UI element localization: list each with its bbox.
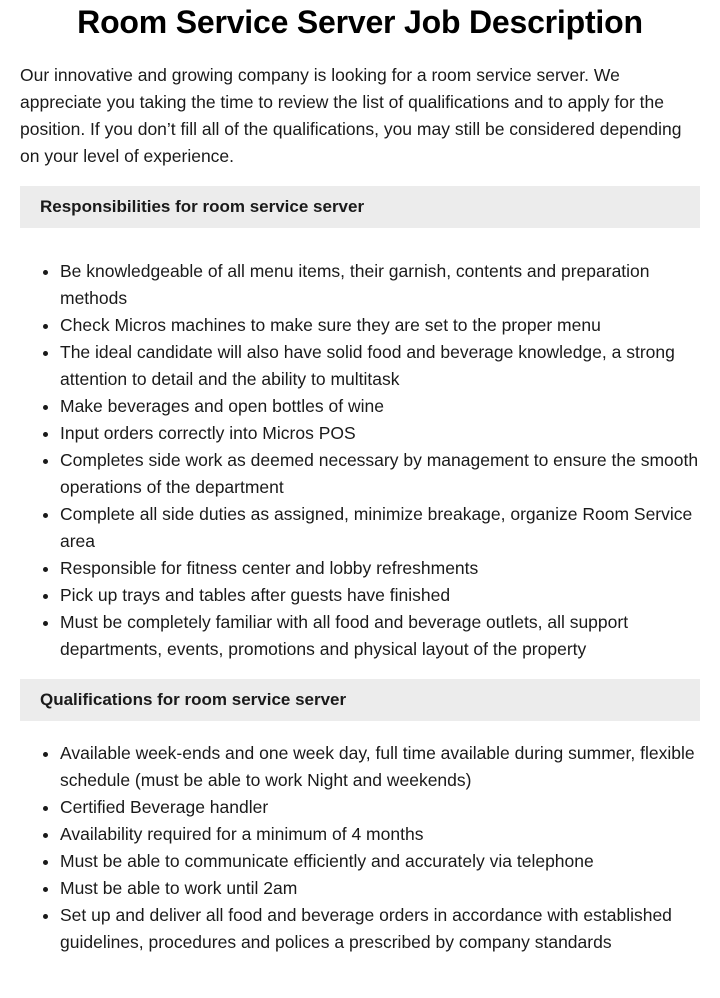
list-item: • Pick up trays and tables after guests have finished — [60, 582, 700, 609]
list-item: • Completes side work as deemed necessary by management to ensure the smooth operations of the department — [60, 447, 700, 501]
list-item: • Must be able to communicate efficiently and accurately via telephone — [60, 848, 700, 875]
list-item: • The ideal candidate will also have solid food and beverage knowledge, a strong attention to detail and the ability to multitask — [60, 339, 700, 393]
intro-paragraph: Our innovative and growing company is looking for a room service server. We appreciate you taking the time to review the list of qualifications and to apply for the position. If you don’t fill all of the qualifications, you may still be considered depending on your level of experience. — [20, 65, 682, 166]
list-item: • Must be completely familiar with all food and beverage outlets, all support departments, events, promotions and physical layout of the property — [60, 609, 700, 663]
list-item: • Certified Beverage handler — [60, 794, 700, 821]
list-item: • Make beverages and open bottles of wine — [60, 393, 700, 420]
qualifications-list — [20, 740, 700, 956]
list-item: • Be knowledgeable of all menu items, their garnish, contents and preparation methods — [60, 258, 700, 312]
list-item: • Availability required for a minimum of 4 months — [60, 821, 700, 848]
list-item: • Must be able to work until 2am — [60, 875, 700, 902]
qualifications-heading: Qualifications for room service server — [20, 679, 700, 721]
list-item: • Responsible for fitness center and lobby refreshments — [60, 555, 700, 582]
list-item: • Input orders correctly into Micros POS — [60, 420, 700, 447]
list-item: • Set up and deliver all food and beverage orders in accordance with established guidelines, procedures and polices a prescribed by company standards — [60, 902, 700, 956]
list-item: • Check Micros machines to make sure they are set to the proper menu — [60, 312, 700, 339]
responsibilities-list — [20, 258, 700, 663]
list-item: • Complete all side duties as assigned, minimize breakage, organize Room Service area — [60, 501, 700, 555]
page-title: Room Service Server Job Description — [77, 4, 643, 40]
list-item: • Available week-ends and one week day, full time available during summer, flexible schedule (must be able to work Night and weekends) — [60, 740, 700, 794]
responsibilities-heading: Responsibilities for room service server — [20, 186, 700, 228]
